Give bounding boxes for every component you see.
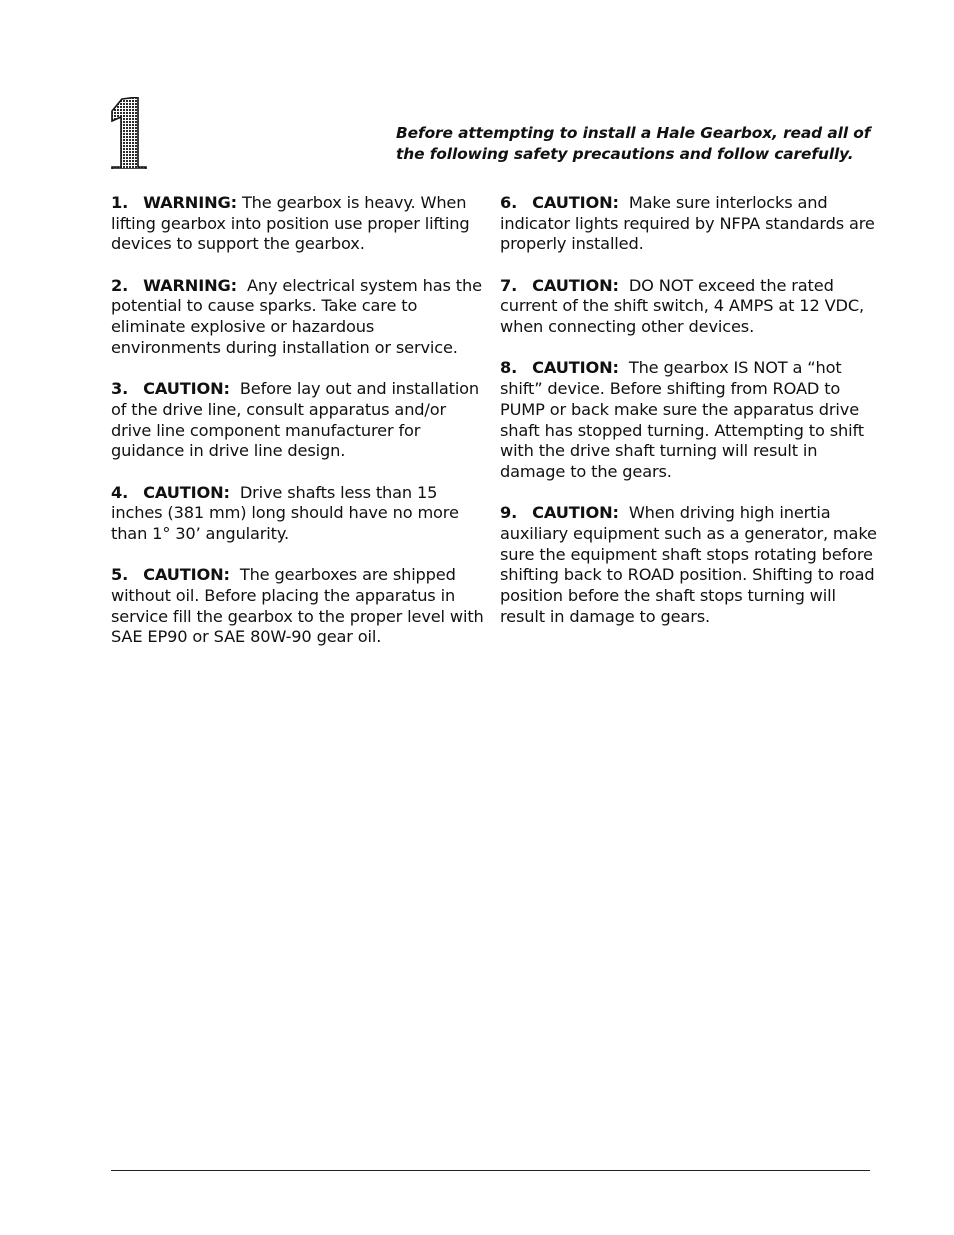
item-label: WARNING: <box>143 193 237 212</box>
item-number: 2. <box>111 275 129 295</box>
precautions-right-column <box>500 193 878 648</box>
precaution-item-4 <box>111 483 488 545</box>
precautions-left-column <box>111 193 488 669</box>
item-number: 6. <box>500 193 518 212</box>
item-text: The gearbox is heavy. When lifting gearbox into position use proper lifting devices to support the gearbox. <box>111 193 470 254</box>
chapter-numeral-graphic <box>108 97 150 169</box>
intro-line-1: Before attempting to install a Hale Gearbox, read all of <box>396 124 871 142</box>
item-text: When driving high inertia auxiliary equipment such as a generator, make sure the equipment shaft stops rotating before shifting back to ROAD position. Shifting to road position before the shaft stops turning will result in damage to gears. <box>500 503 877 626</box>
precaution-item-3 <box>111 379 488 462</box>
precaution-item-1 <box>111 193 488 255</box>
footer-divider <box>111 1170 870 1171</box>
item-text: Any electrical system has the potential to cause sparks. Take care to eliminate explosive or hazardous environments during installation or service. <box>111 275 482 357</box>
item-label: CAUTION: <box>143 379 230 399</box>
item-number: 9. <box>500 503 518 523</box>
item-label: CAUTION: <box>532 193 619 212</box>
precaution-item-8 <box>500 358 878 482</box>
intro-statement <box>396 123 896 165</box>
item-text: Make sure interlocks and indicator lights required by NFPA standards are properly installed. <box>500 193 875 254</box>
item-text: Before lay out and installation of the drive line, consult apparatus and/or drive line component manufacturer for guidance in drive line design. <box>111 379 480 461</box>
item-label: CAUTION: <box>532 503 619 523</box>
item-label: CAUTION: <box>532 358 619 378</box>
item-label: CAUTION: <box>143 482 230 502</box>
item-number: 7. <box>500 275 518 295</box>
intro-line-2: the following safety precautions and follow carefully. <box>396 145 854 163</box>
precaution-item-2 <box>111 276 488 359</box>
item-label: WARNING: <box>143 275 237 295</box>
item-label: CAUTION: <box>143 565 230 585</box>
item-number: 4. <box>111 482 129 502</box>
item-text: DO NOT exceed the rated current of the shift switch, 4 AMPS at 12 VDC, when connecting other devices. <box>500 275 864 337</box>
precaution-item-7 <box>500 276 878 338</box>
item-text: The gearboxes are shipped without oil. Before placing the apparatus in service fill the gearbox to the proper level with SAE EP90 or SAE 80W-90 gear oil. <box>111 565 484 647</box>
chapter-numeral <box>108 97 150 169</box>
item-text: The gearbox IS NOT a “hot shift” device. Before shifting from ROAD to PUMP or back make sure the apparatus drive shaft has stopped turning. Attempting to shift with the drive shaft turning will result in damage to the gears. <box>500 358 864 481</box>
item-label: CAUTION: <box>532 275 619 295</box>
precaution-item-9 <box>500 503 878 627</box>
precaution-item-6 <box>500 193 878 255</box>
item-number: 3. <box>111 379 129 399</box>
precaution-item-5 <box>111 565 488 648</box>
item-text: Drive shafts less than 15 inches (381 mm) long should have no more than 1° 30’ angularity. <box>111 482 459 543</box>
item-number: 5. <box>111 565 129 585</box>
item-number: 8. <box>500 358 518 378</box>
item-number: 1. <box>111 193 129 212</box>
